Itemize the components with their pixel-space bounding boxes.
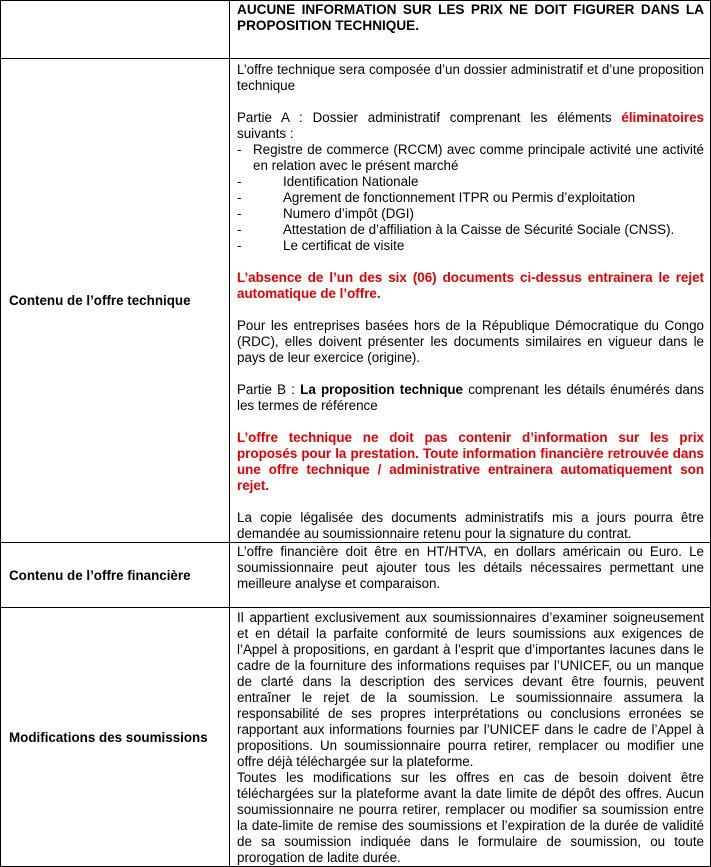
modifications-content-cell [230, 608, 711, 867]
foreign-companies-note: Pour les entreprises basées hors de la République Démocratique du Congo (RDC), elles doivent présenter les documents similaires en vigueur dans le pays de leur exercice (origine). [237, 318, 704, 365]
modifications-label-cell [1, 608, 230, 867]
document-item [237, 174, 704, 190]
document-item [237, 222, 704, 238]
document-item-text: Registre de commerce (RCCM) avec comme principale activité une activité en relation avec le présent marché [253, 142, 704, 173]
document-item-text: Attestation de d’affiliation à la Caisse de Sécurité Sociale (CNSS). [283, 222, 675, 237]
document-item [237, 190, 704, 206]
modifications-paragraph-2: Toutes les modifications sur les offres en cas de besoin doivent être téléchargées sur la plateforme avant la date limite de dépôt des offres. Aucun soumissionnaire ne pourra retirer, remplacer ou modifier sa soumission entre la date-limite de remise des soumissions et l’expiration de la durée de validité de sa soumission indiquée dans le formulaire de soumission, ou toute prorogation de ladite durée. [237, 770, 704, 865]
header-label-cell [1, 1, 230, 59]
financial-offer-row [1, 543, 711, 608]
technical-offer-row [1, 59, 711, 543]
technical-intro: L’offre technique sera composée d’un dossier administratif et d’une proposition technique [237, 62, 704, 93]
certified-copy-note: La copie légalisée des documents administratifs mis a jours pourra être demandée au soumissionnaire retenu pour la signature du contrat. [237, 510, 704, 541]
document-item-text: Le certificat de visite [283, 238, 405, 253]
financial-offer-text: L’offre financière doit être en HT/HTVA, en dollars américain ou Euro. Le soumissionnaire peut ajouter tous les détails nécessaires permettant une meilleure analyse et comparaison. [237, 544, 704, 591]
document-item [237, 142, 704, 174]
bullet-dash: - [237, 238, 242, 253]
technical-offer-label-cell [1, 59, 230, 543]
modifications-paragraph-1: Il appartient exclusivement aux soumissionnaires d’examiner soigneusement et en détail la parfaite conformité de leurs soumissions aux exigences de l’Appel à propositions, en gardant à l’esprit que d’importantes lacunes dans le cadre de la fourniture des informations requises par l’UNICEF, ou un manque de clarté dans la description des services devant être fournis, peuvent entraîner le rejet de la soumission. Le soumissionnaire assumera la responsabilité de ses propres interprétations ou conclusions erronées se rapportant aux informations fournies par l’UNICEF dans le cadre de l’Appel à propositions. Un soumissionnaire pourra retirer, remplacer ou modifier une offre déjà téléchargée sur la plateforme. [237, 610, 704, 769]
financial-offer-content-cell [230, 543, 711, 608]
part-a-paragraph [237, 110, 704, 142]
absence-warning: L’absence de l’un des six (06) documents ci-dessus entrainera le rejet automatique de l’offre. [237, 270, 704, 301]
part-a-after: suivants : [237, 126, 294, 141]
part-a-highlight: éliminatoires [621, 110, 704, 125]
bullet-dash: - [237, 174, 242, 189]
modifications-row [1, 608, 711, 867]
price-notice: AUCUNE INFORMATION SUR LES PRIX NE DOIT FIGURER DANS LA PROPOSITION TECHNIQUE. [237, 2, 704, 33]
bullet-dash: - [237, 206, 242, 221]
technical-offer-label: Contenu de l’offre technique [9, 293, 191, 308]
bullet-dash: - [237, 142, 242, 157]
part-b-after: comprenant les détails énumérés dans les termes de référence [237, 382, 704, 413]
financial-offer-label-cell [1, 543, 230, 608]
technical-offer-content [230, 59, 710, 542]
document-item [237, 206, 704, 222]
modifications-content [230, 608, 710, 866]
header-notice-cell [230, 1, 711, 59]
header-row [1, 1, 711, 59]
part-a-before: Partie A : Dossier administratif comprenant les éléments [237, 110, 622, 125]
document-item [237, 238, 704, 254]
bullet-dash: - [237, 190, 242, 205]
document-item-text: Agrement de fonctionnement ITPR ou Permis d’exploitation [283, 190, 636, 205]
price-warning: L’offre technique ne doit pas contenir d’information sur les prix proposés pour la prestation. Toute information financière retrouvée dans une offre technique / administrative entrainera automatiquement son rejet. [237, 430, 704, 493]
modifications-label: Modifications des soumissions [9, 729, 208, 745]
document-item-text: Numero d’impôt (DGI) [283, 206, 414, 221]
part-b-paragraph [237, 382, 704, 414]
bullet-dash: - [237, 222, 242, 237]
part-b-bold: La proposition technique [300, 382, 464, 397]
technical-offer-content-cell [230, 59, 711, 543]
financial-offer-label: Contenu de l’offre financière [9, 567, 191, 583]
document-item-text: Identification Nationale [283, 174, 419, 189]
part-b-prefix: Partie B : [237, 382, 301, 397]
